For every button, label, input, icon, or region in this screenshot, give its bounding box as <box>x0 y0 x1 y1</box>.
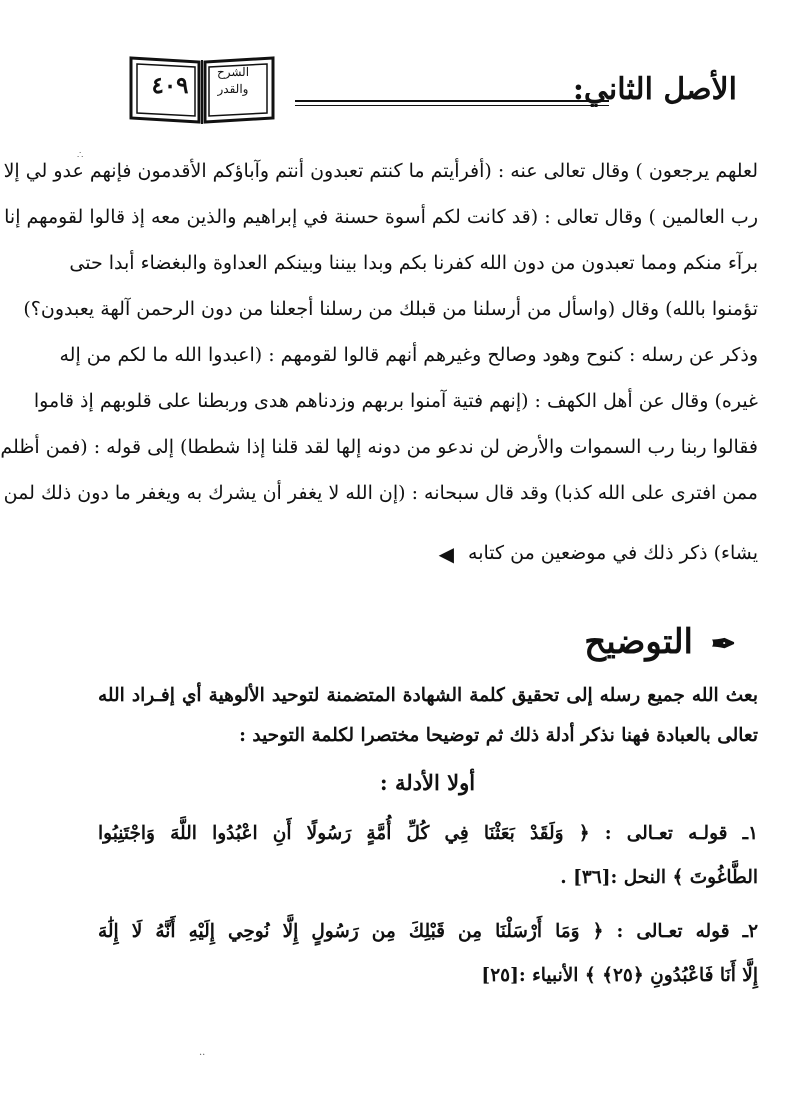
matn-line: برآء منكم ومما تعبدون من دون الله كفرنا بكم وبدا بيننا وبينكم العداوة والبغضاء أبدا حتى <box>69 252 758 274</box>
evidence-list <box>98 812 758 998</box>
header-rule <box>295 100 609 106</box>
matn-text <box>0 148 758 576</box>
book-title <box>207 64 259 98</box>
evidence-line: ٢ـ قوله تعـالى : ﴿ وَمَا أَرْسَلْنَا مِن قَبْلِكَ مِن رَسُولٍ إِلَّا نُوحِي إِلَيْهِ أَنَّهُ لَا إِلَٰهَ <box>98 921 758 942</box>
matn-line: غيره) وقال عن أهل الكهف : (إنهم فتية آمنوا بربهم وزدناهم هدى وربطنا على قلوبهم إذ قاموا <box>33 390 758 412</box>
page-number: ٤٠٩ <box>151 72 189 99</box>
evidence-heading: أولا الأدلة : <box>379 770 476 795</box>
evidence-item <box>98 812 758 900</box>
page-header <box>127 52 737 130</box>
matn-line: رب العالمين ) وقال تعالى : (قد كانت لكم أسوة حسنة في إبراهيم والذين معه إذ قالوا لقومهم إنا <box>4 206 758 228</box>
evidence-line: إِلَّا أَنَا فَاعْبُدُونِ ﴿٢٥﴾ ﴾ الأنبياء :[٢٥] <box>481 965 758 986</box>
end-ornament-icon: ◀ <box>438 542 454 566</box>
evidence-line: الطَّاغُوتَ ﴾ النحل :[٣٦] . <box>560 867 758 888</box>
matn-line: ممن افترى على الله كذبا) وقد قال سبحانه : (إن الله لا يغفر أن يشرك به ويغفر ما دون ذلك لمن <box>3 482 758 504</box>
item-spacer <box>98 900 758 910</box>
book-title-line: والقدر <box>217 82 249 96</box>
matn-line: يشاء) ذكر ذلك في موضعين من كتابه <box>468 542 758 564</box>
sharh-text <box>98 676 758 756</box>
matn-line-last <box>102 530 758 576</box>
book-emblem <box>127 52 277 126</box>
section-heading: الأصل الثاني: <box>572 72 737 107</box>
matn-line: لعلهم يرجعون ) وقال تعالى عنه : (أفرأيتم ما كنتم تعبدون أنتم وآباؤكم الأقدمون فإنهم عدو لي إلا <box>3 160 758 182</box>
page-speck: ∴ <box>77 150 84 161</box>
tawdih-title: التوضيح <box>584 622 694 662</box>
quill-icon: ✒ <box>710 626 736 662</box>
matn-line: تؤمنوا بالله) وقال (واسأل من أرسلنا من قبلك من رسلنا أجعلنا من دون الرحمن آلهة يعبدون؟) <box>23 298 758 320</box>
sharh-line: بعث الله جميع رسله إلى تحقيق كلمة الشهادة المتضمنة لتوحيد الألوهية أي إفـراد الله <box>98 685 758 706</box>
matn-line: وذكر عن رسله : كنوح وهود وصالح وغيرهم أنهم قالوا لقومهم : (اعبدوا الله ما لكم من إله <box>59 344 758 366</box>
evidence-item <box>98 910 758 998</box>
evidence-line: ١ـ قولـه تعـالى : ﴿ وَلَقَدْ بَعَثْنَا فِي كُلِّ أُمَّةٍ رَسُولًا أَنِ اعْبُدُوا اللَّهَ وَاجْتَنِبُوا <box>98 823 758 844</box>
book-title-line: الشرح <box>216 65 250 79</box>
page-speck: ·· <box>199 1050 206 1061</box>
matn-line: فقالوا ربنا رب السموات والأرض لن ندعو من دونه إلها لقد قلنا إذا شططا) إلى قوله : (فمن أظلم <box>0 436 758 458</box>
sharh-line: تعالى بالعبادة فهنا نذكر أدلة ذلك ثم توضيحا مختصرا لكلمة التوحيد : <box>239 725 758 746</box>
tawdih-heading <box>584 622 736 662</box>
